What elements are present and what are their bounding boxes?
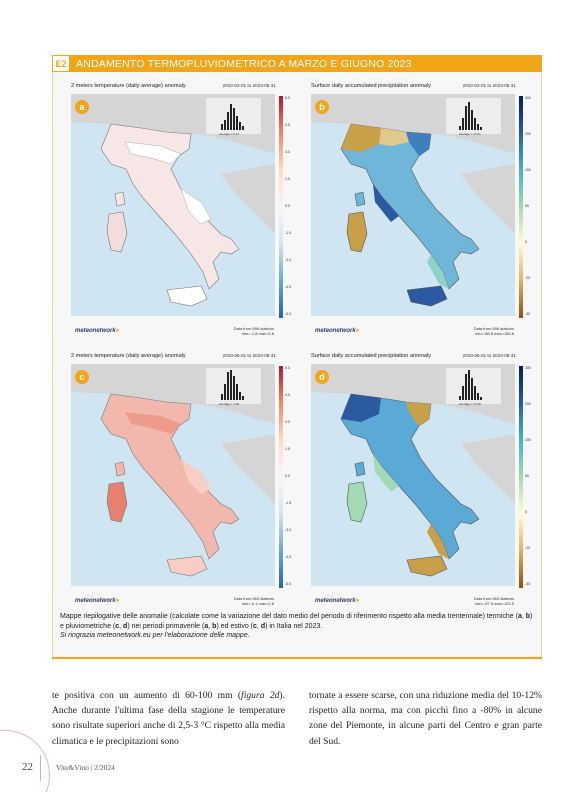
histogram-average-label: average = 0.17 [219,132,240,136]
panel-title: 2 meters temperature (daily average) anomaly [71,353,186,359]
precipitation-map-spring [311,94,515,316]
station-note: Data from 563 stations min=-87.9 max=123.5 [473,596,514,606]
meteonetwork-logo: meteonetwork● [75,598,120,604]
station-note: Data from 896 stations min=-88.8 max=165.8 [473,326,514,336]
figure-title: ANDAMENTO TERMOPLUVIOMETRICO A MARZO E GIUGNO 2023 [76,57,412,70]
temperature-map-spring [71,94,275,316]
panel-title: Surface daily accumulated precipitation anomaly [311,83,432,89]
colorbar-ticks: 6.0 4.5 3.0 1.5 0.0 -1.5 -3.0 -4.5 -6.0 [285,366,292,586]
histogram-average-label: average = 1.09 [219,402,240,406]
figure-frame [52,72,542,660]
colorbar-ticks: 300 200 100 50 0 -20 -40 [525,366,531,586]
figure-reference: figura 2d [241,690,280,701]
caption-divider [52,657,542,659]
meteonetwork-logo: meteonetwork● [315,598,360,604]
body-column-left: te positiva con un aumento di 60-100 mm (figura 2d). Anche durante l'ultima fase della stagione le temperature sono risultate superiori anche di 2,5-3 °C rispetto alla media climatica e le precipitazioni sono [52,690,286,747]
colorbar-ticks: 6.0 4.5 3.0 1.5 0.0 -1.5 -3.0 -4.5 -6.0 [285,96,292,316]
panel-b [301,78,538,340]
panel-title: 2 meters temperature (daily average) anomaly [71,83,186,89]
panel-title: Surface daily accumulated precipitation anomaly [311,353,432,359]
caption-credit: Si ringrazia meteonetwork.eu per l'elaborazione delle mappe. [60,632,250,639]
histogram-average-label: average = 17.56 [459,402,481,406]
panel-letter-badge: b [315,100,329,114]
meteonetwork-logo: meteonetwork● [315,328,360,334]
station-note: Data from 563 stations min=-0.1 max=2.8 [233,596,274,606]
publication-name: Vite&Vino | 2/2024 [56,763,115,772]
panel-c [61,348,298,610]
colorbar-ticks: 300 200 100 50 0 -20 -40 [525,96,531,316]
figure-header [52,55,542,72]
footer-divider [40,755,41,781]
precipitation-map-summer [311,364,515,586]
panel-letter-badge: d [315,370,329,384]
precipitation-colorbar [519,366,523,588]
page-number: 22 [22,761,33,773]
panel-d [301,348,538,610]
figure-caption: Mappe riepilogative delle anomalie (calcolate come la variazione del dato medio del periodo di riferimento rispetto alla media trentennale) termiche (a, b) e pluviometriche (c, d) nei periodi primaverile (a, b) ed estivo (c, d) in Italia nel 2023. Si ringrazia meteonetwork.eu per l'elaborazione delle mappe. [60,612,536,641]
panel-date: 2023-03-01 to 2023-05-31 [462,83,516,88]
body-column-right: tornate a essere scarse, con una riduzione media del 10-12% rispetto alla norma, ma con picchi fino a -80% in alcune zone del Piemonte, in alcune parti del Centro e gran parte del Sud. [309,690,542,747]
temperature-map-summer [71,364,275,586]
panel-date: 2023-06-01 to 2023-08-31 [462,353,516,358]
panel-letter-badge: c [75,370,89,384]
panel-letter-badge: a [75,100,89,114]
panel-date: 2023-06-01 to 2023-08-31 [222,353,276,358]
precipitation-colorbar [519,96,523,318]
temperature-colorbar [279,96,283,318]
histogram-average-label: average = 17.91 [459,132,481,136]
panel-date: 2023-03-01 to 2023-05-31 [222,83,276,88]
meteonetwork-logo: meteonetwork● [75,328,120,334]
station-note: Data from 896 stations min=-1.8 max=2.8 [233,326,274,336]
temperature-colorbar [279,366,283,588]
panel-a [61,78,298,340]
figure-number-badge: E2 [52,55,70,72]
